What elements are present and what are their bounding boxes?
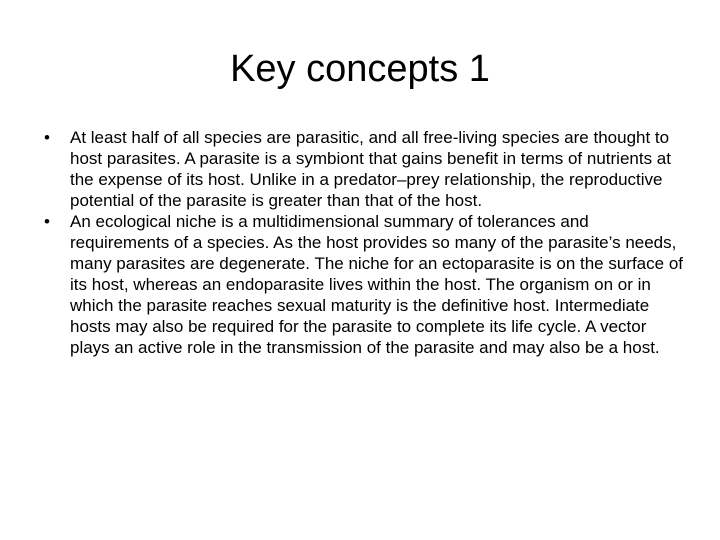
- bullet-text: At least half of all species are parasitic, and all free-living species are thought to host parasites. A parasite is a symbiont that gains benefit in terms of nutrients at the expense of its host. Unlike in a predator–prey relationship, the reproductive potential of the parasite is greater than that of the host.: [70, 128, 671, 210]
- bullet-list: [44, 127, 684, 358]
- bullet-item: [44, 211, 684, 358]
- slide-title: Key concepts 1: [230, 48, 490, 90]
- bullet-marker: •: [44, 128, 50, 147]
- bullet-marker: •: [44, 212, 50, 231]
- bullet-text: An ecological niche is a multidimensional summary of tolerances and requirements of a species. As the host provides so many of the parasite’s needs, many parasites are degenerate. The niche for an ectoparasite is on the surface of its host, whereas an endoparasite lives within the host. The organism on or in which the parasite reaches sexual maturity is the definitive host. Intermediate hosts may also be required for the parasite to complete its life cycle. A vector plays an active role in the transmission of the parasite and may also be a host.: [70, 212, 683, 357]
- bullet-item: [44, 127, 684, 211]
